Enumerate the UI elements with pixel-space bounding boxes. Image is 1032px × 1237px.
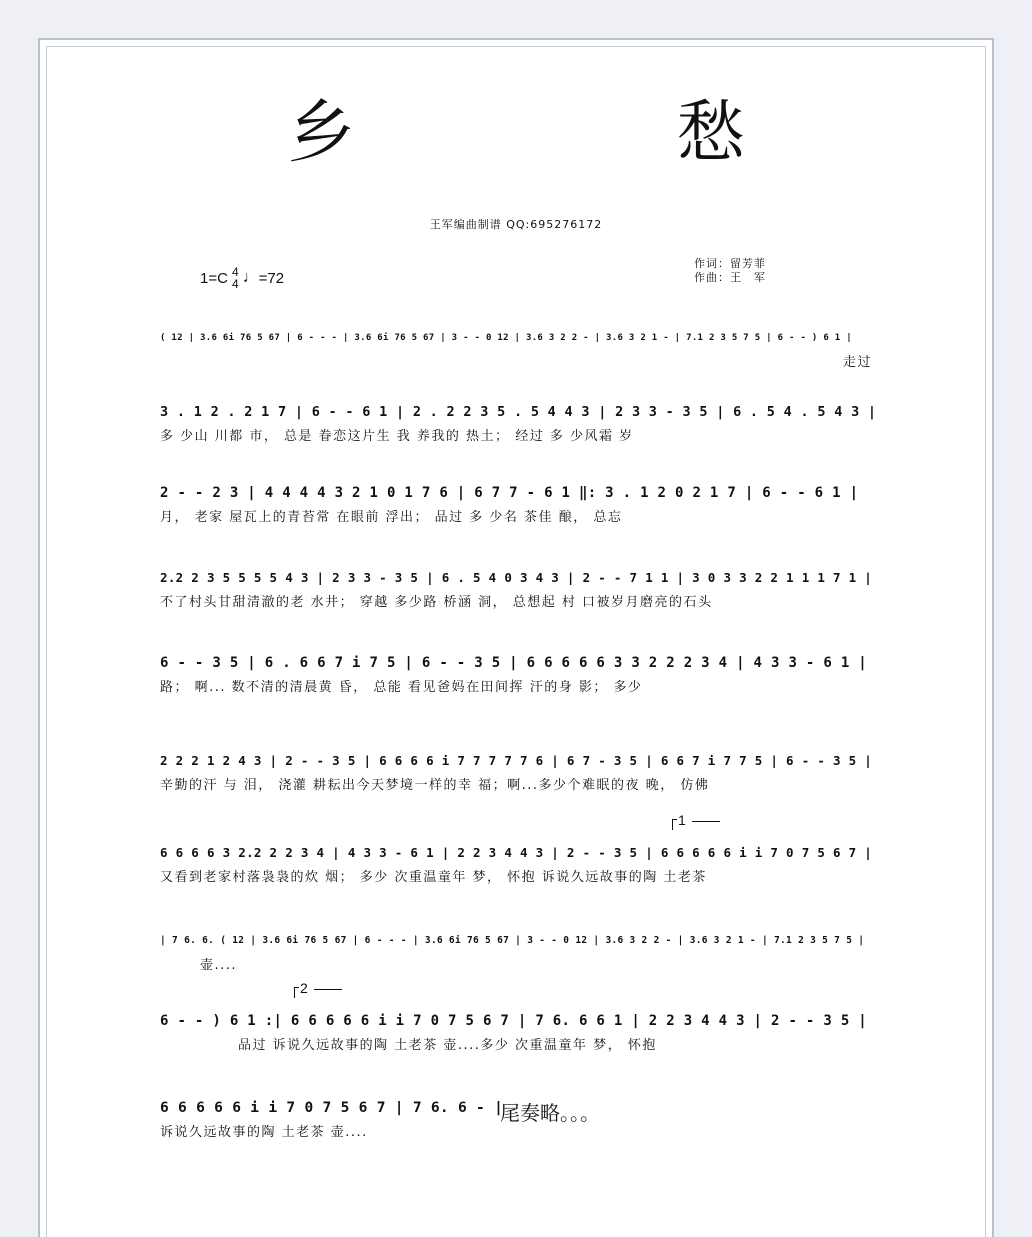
score-line-7 xyxy=(160,843,880,887)
notes: ( 12 | 3.6 6i 76 5 67 | 6 - - - | 3.6 6i 76 5 67 | 3 - - 0 12 | 3.6 3 2 2 - | 3.6 3 2 1 - | 7.1 2 3 5 7 5 | 6 - - ) 6 1 | xyxy=(160,333,852,343)
lyrics: 品过 诉说久远故事的陶 土老茶 壶....多少 次重温童年 梦， 怀抱 xyxy=(238,1038,657,1053)
notes: 6 6 6 6 3 2.2 2 2 3 4 | 4 3 3 - 6 1 | 2 2 3 4 4 3 | 2 - - 3 5 | 6 6 6 6 6 i i 7 0 7 5 6 7 | xyxy=(160,845,873,860)
notes: | 7 6. 6. ( 12 | 3.6 6i 76 5 67 | 6 - - - | 3.6 6i 76 5 67 | 3 - - 0 12 | 3.6 3 2 2 - | 3.6 3 2 1 - | 7.1 2 3 5 7 5 | xyxy=(160,935,865,946)
notes: 2 2 2 1 2 4 3 | 2 - - 3 5 | 6 6 6 6 i 7 7 7 7 7 6 | 6 7 - 3 5 | 6 6 7 i 7 7 5 | 6 - - 3 5 | xyxy=(160,753,873,768)
time-signature: 4 4 xyxy=(231,265,239,291)
song-title: 乡 愁 xyxy=(287,94,895,173)
notes: 6 - - ) 6 1 :| 6 6 6 6 6 i i 7 0 7 5 6 7 | 7 6. 6 6 1 | 2 2 3 4 4 3 | 2 - - 3 5 | xyxy=(160,1013,868,1029)
lyrics: 壶.... xyxy=(200,958,238,973)
notes: 6 6 6 6 6 i i 7 0 7 5 6 7 | 7 6. 6 - | xyxy=(160,1100,504,1116)
lyrics: 走过 xyxy=(842,355,872,370)
notes: 2.2 2 3 5 5 5 5 4 3 | 2 3 3 - 3 5 | 6 . 5 4 0 3 4 3 | 2 - - 7 1 1 | 3 0 3 3 2 2 1 1 1 7 1 | xyxy=(160,570,873,585)
key-tonic: 1=C xyxy=(200,269,228,287)
score-line-5 xyxy=(160,653,880,697)
tempo-value: =72 xyxy=(258,269,285,287)
notes: 6 - - 3 5 | 6 . 6 6 7 i 7 5 | 6 - - 3 5 | 6 6 6 6 6 3 3 2 2 2 3 4 | 4 3 3 - 6 1 | xyxy=(160,655,868,671)
arranger-credit: 王军编曲制谱 QQ:695276172 xyxy=(429,218,603,231)
score-line-1 xyxy=(160,328,880,372)
score-line-9 xyxy=(160,1011,880,1055)
key-signature xyxy=(200,266,284,290)
lyrics: 多 少山 川都 市， 总是 眷恋这片生 我 养我的 热土； 经过 多 少风霜 岁 xyxy=(160,429,634,444)
score-line-2 xyxy=(160,402,880,446)
score-line-8 xyxy=(160,931,880,975)
score-line-3 xyxy=(160,483,880,527)
lyrics: 不了村头甘甜清澈的老 水井； 穿越 多少路 桥涵 洞， 总想起 村 口被岁月磨亮的石头 xyxy=(160,595,713,610)
notes: 3 . 1 2 . 2 1 7 | 6 - - 6 1 | 2 . 2 2 3 5 . 5 4 4 3 | 2 3 3 - 3 5 | 6 . 5 4 . 5 4 3 | xyxy=(160,404,877,420)
authors xyxy=(694,257,766,285)
lyricist: 作词：留芳菲 xyxy=(694,257,766,270)
lyrics: 月， 老家 屋瓦上的青苔常 在眼前 浮出； 品过 多 少名 茶佳 酿， 总忘 xyxy=(160,510,623,525)
lyrics: 诉说久远故事的陶 土老茶 壶.... xyxy=(160,1125,368,1140)
volta-1: 1 xyxy=(678,812,720,828)
lyrics: 路； 啊... 数不清的清晨黄 昏， 总能 看见爸妈在田间挥 汗的身 影； 多少 xyxy=(160,680,643,695)
composer: 作曲：王 军 xyxy=(694,271,766,284)
score-line-4 xyxy=(160,568,880,612)
coda-note: 尾奏略。。。 xyxy=(500,1101,600,1125)
quarter-note-icon: ♩ xyxy=(242,269,259,286)
lyrics: 辛勤的汗 与 泪， 浇灌 耕耘出今天梦境一样的幸 福；啊...多少个难眠的夜 晚， 仿佛 xyxy=(160,778,710,793)
score-line-6 xyxy=(160,751,880,795)
notes: 2 - - 2 3 | 4 4 4 4 3 2 1 0 1 7 6 | 6 7 7 - 6 1 ‖: 3 . 1 2 0 2 1 7 | 6 - - 6 1 | xyxy=(160,485,859,501)
volta-2: 2 xyxy=(300,980,342,996)
lyrics: 又看到老家村落袅袅的炊 烟； 多少 次重温童年 梦， 怀抱 诉说久远故事的陶 土老茶 xyxy=(160,870,707,885)
